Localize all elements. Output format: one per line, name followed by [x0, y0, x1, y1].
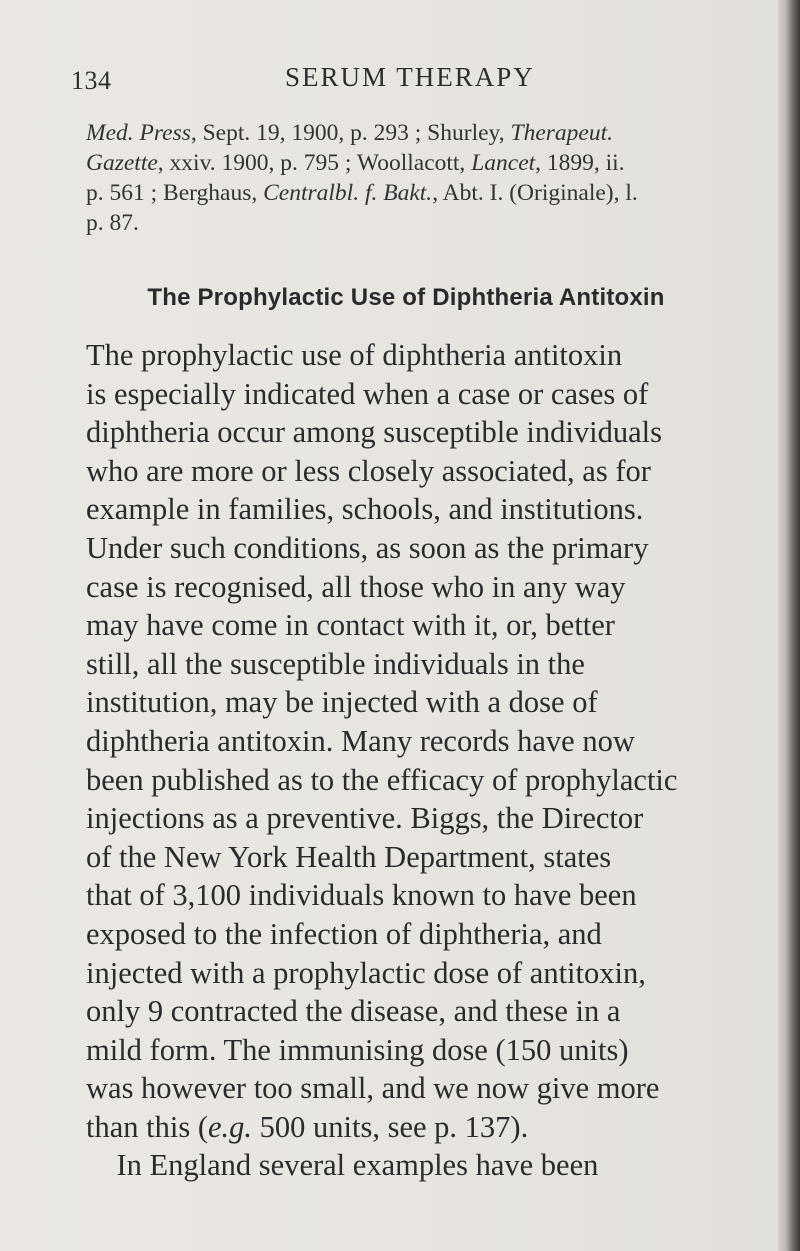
italic-text: e.g. [208, 1109, 253, 1144]
text-line [86, 992, 746, 1031]
text-line [86, 413, 746, 452]
text-line [86, 1108, 746, 1147]
page-number: 134 [71, 66, 112, 95]
text-run: 500 units, see p. 137). [252, 1109, 529, 1144]
text-run: injected with a prophylactic dose of antitoxin, [86, 955, 646, 990]
text-line [86, 683, 746, 722]
text-line [86, 336, 746, 375]
text-line [86, 606, 746, 645]
text-line [86, 375, 746, 414]
text-run: , xxiv. 1900, p. 795 ; Woollacott, [157, 150, 472, 176]
text-run: that of 3,100 individuals known to have been [86, 878, 637, 913]
text-run: only 9 contracted the disease, and these in a [86, 994, 621, 1029]
text-run: The prophylactic use of diphtheria antitoxin [86, 338, 623, 372]
italic-text: Therapeut. [510, 120, 613, 146]
text-run: was however too small, and we now give more [86, 1071, 660, 1106]
reference-line [86, 208, 746, 238]
text-run: than this ( [86, 1109, 208, 1144]
text-line [86, 838, 746, 877]
text-run: institution, may be injected with a dose of [86, 685, 598, 720]
reference-line [86, 178, 746, 208]
reference-line [86, 148, 746, 178]
text-line [86, 452, 746, 491]
text-line [86, 722, 746, 761]
text-line [86, 1069, 746, 1108]
text-line [86, 568, 746, 607]
italic-text: Gazette [86, 150, 158, 176]
section-heading: The Prophylactic Use of Diphtheria Antitoxin [147, 284, 665, 311]
text-run: is especially indicated when a case or cases of [86, 376, 649, 411]
text-run: case is recognised, all those who in any way [86, 569, 626, 604]
text-run: , Abt. I. (Originale), l. [432, 180, 638, 206]
text-run: In England several examples have been [86, 1148, 599, 1183]
italic-text: Med. Press [86, 120, 191, 146]
text-run: of the New York Health Department, states [86, 839, 612, 874]
page-header [0, 62, 800, 102]
text-line [86, 1146, 746, 1185]
text-run: diphtheria occur among susceptible individuals [86, 415, 662, 450]
reference-line [86, 118, 746, 148]
text-run: injections as a preventive. Biggs, the Director [86, 801, 644, 836]
page-binding-edge [778, 0, 800, 1251]
running-head: SERUM THERAPY [285, 62, 535, 92]
text-line [86, 761, 746, 800]
text-run: been published as to the efficacy of prophylactic [86, 762, 678, 797]
text-line [86, 876, 746, 915]
references-paragraph [86, 118, 746, 238]
text-line [86, 799, 746, 838]
body-paragraph [86, 336, 746, 1185]
text-run: , Sept. 19, 1900, p. 293 ; Shurley, [190, 120, 511, 146]
text-run: p. 561 ; Berghaus, [86, 180, 264, 206]
text-run: p. 87. [86, 210, 139, 236]
text-line [86, 915, 746, 954]
text-run: Under such conditions, as soon as the primary [86, 530, 649, 565]
text-run: may have come in contact with it, or, better [86, 608, 615, 643]
text-run: example in families, schools, and institutions. [86, 492, 644, 527]
text-line [86, 954, 746, 993]
italic-text: Centralbl. f. Bakt. [263, 180, 433, 206]
text-run: who are more or less closely associated, as for [86, 453, 651, 488]
text-run: , 1899, ii. [535, 150, 625, 176]
text-line [86, 1031, 746, 1070]
text-run: mild form. The immunising dose (150 units) [86, 1032, 629, 1067]
text-line [86, 529, 746, 568]
text-line [86, 490, 746, 529]
text-run: exposed to the infection of diphtheria, and [86, 916, 602, 951]
text-run: still, all the susceptible individuals in the [86, 646, 585, 681]
italic-text: Lancet [471, 150, 536, 176]
text-line [86, 645, 746, 684]
text-run: diphtheria antitoxin. Many records have now [86, 723, 635, 758]
